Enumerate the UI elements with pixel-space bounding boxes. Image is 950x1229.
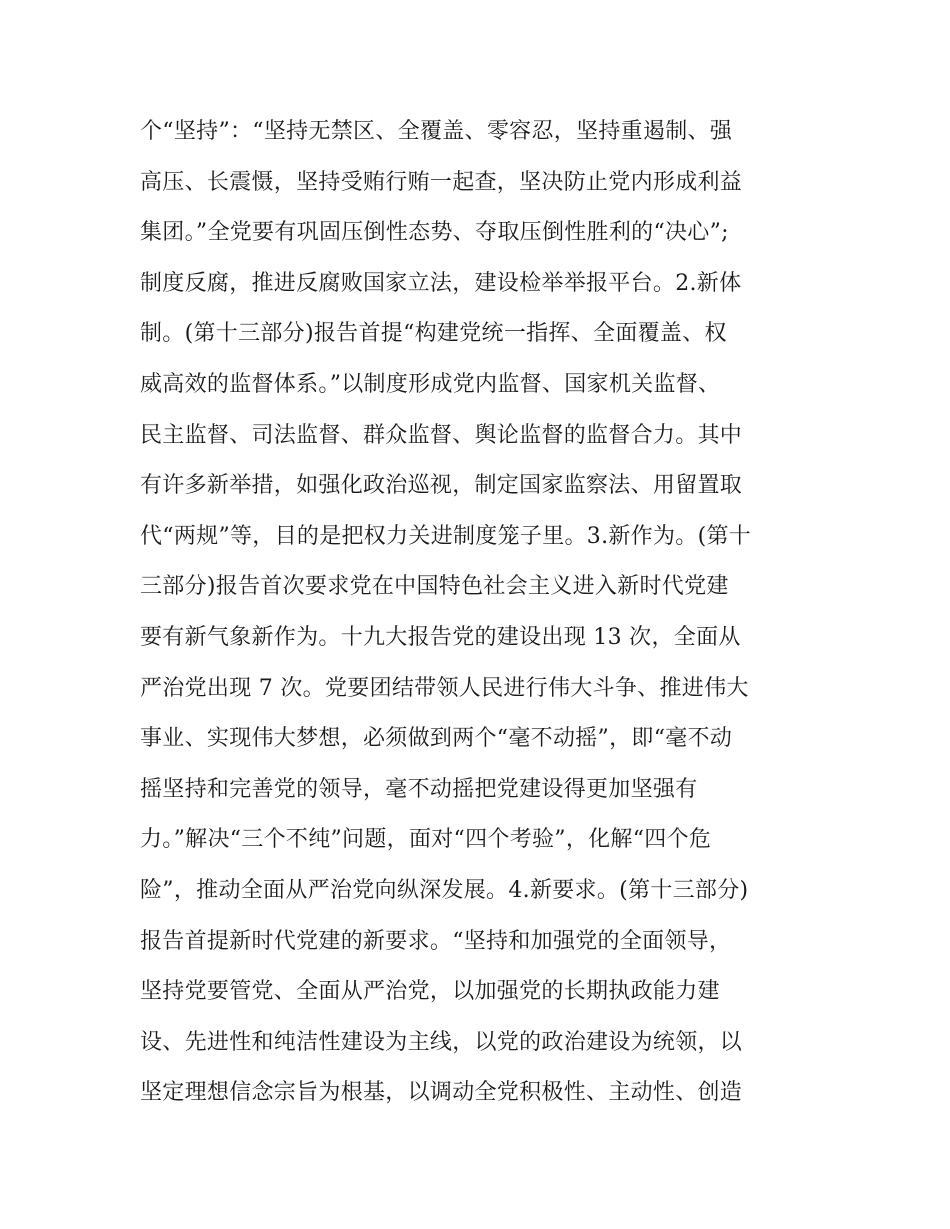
text-line: 三部分)报告首次要求党在中国特色社会主义进入新时代党建 — [140, 574, 729, 600]
text-line: 力。”解决“三个不纯”问题，面对“四个考验”，化解“四个危 — [140, 827, 712, 853]
text-line: 集团。”全党要有巩固压倒性态势、夺取压倒性胜利的“决心”; — [140, 220, 729, 246]
text-line: 民主监督、司法监督、群众监督、舆论监督的监督合力。其中 — [140, 422, 743, 448]
text-line: 高压、长震慑，坚持受贿行贿一起查，坚决防止党内形成利益 — [140, 169, 743, 195]
text-line: 有许多新举措，如强化政治巡视，制定国家监察法、用留置取 — [140, 473, 743, 499]
text-line: 事业、实现伟大梦想，必须做到两个“毫不动摇”，即“毫不动 — [140, 726, 733, 752]
text-line: 代“两规”等，目的是把权力关进制度笼子里。3.新作为。(第十 — [140, 523, 752, 549]
text-line: 摇坚持和完善党的领导，毫不动摇把党建设得更加坚强有 — [140, 776, 698, 802]
text-line: 险”，推动全面从严治党向纵深发展。4.新要求。(第十三部分) — [140, 877, 749, 903]
text-line: 严治党出现 7 次。党要团结带领人民进行伟大斗争、推进伟大 — [140, 675, 749, 701]
text-line: 个“坚持”：“坚持无禁区、全覆盖、零容忍，坚持重遏制、强 — [140, 119, 733, 144]
text-line: 制。(第十三部分)报告首提“构建党统一指挥、全面覆盖、权 — [140, 321, 727, 347]
body-text — [140, 107, 820, 1119]
text-line: 要有新气象新作为。十九大报告党的建设出现 13 次，全面从 — [140, 624, 741, 650]
text-line: 报告首提新时代党建的新要求。“坚持和加强党的全面领导， — [140, 928, 732, 954]
text-line: 坚定理想信念宗旨为根基，以调动全党积极性、主动性、创造 — [140, 1080, 743, 1106]
text-line: 制度反腐，推进反腐败国家立法，建设检举举报平台。2.新体 — [140, 270, 742, 296]
text-line: 设、先进性和纯洁性建设为主线，以党的政治建设为统领，以 — [140, 1029, 743, 1055]
text-line: 坚持党要管党、全面从严治党，以加强党的长期执政能力建 — [140, 979, 720, 1005]
text-line: 威高效的监督体系。”以制度形成党内监督、国家机关监督、 — [140, 371, 721, 397]
